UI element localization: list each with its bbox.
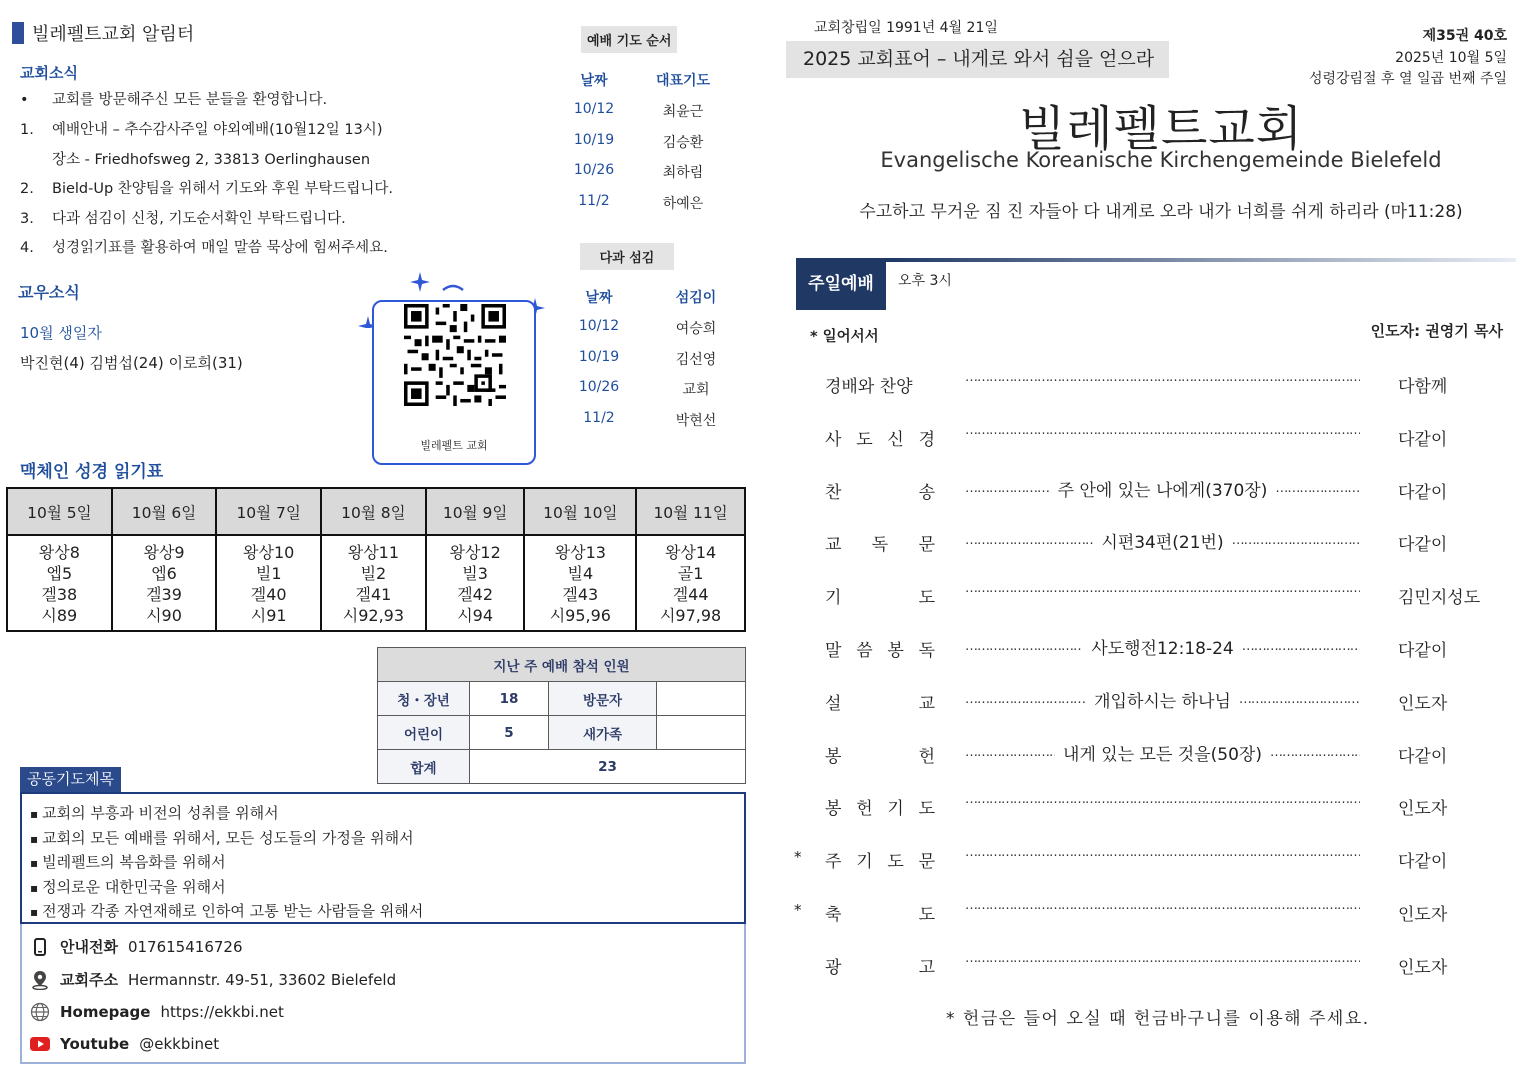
reading-day-cell — [112, 535, 217, 631]
order-leader-dots — [965, 581, 1360, 596]
church-news-item — [20, 118, 382, 139]
reading-passage: 시89 — [41, 606, 78, 625]
dot-fill-left — [965, 745, 1055, 760]
qr-label: 빌레펠트 교회 — [420, 439, 488, 452]
order-item-participant: 인도자 — [1398, 905, 1448, 925]
order-item-name — [825, 742, 935, 767]
attendance-visitor-label: 방문자 — [549, 682, 657, 716]
title-accent-bar — [12, 22, 24, 44]
reading-passage: 골1 — [677, 564, 704, 583]
order-item-participant: 다같이 — [1398, 482, 1448, 503]
attendance-heading: 지난 주 예배 참석 인원 — [378, 648, 746, 682]
order-name-char: 씀 — [856, 641, 873, 661]
reading-passage: 빌2 — [360, 564, 387, 583]
prayer_order-name-cell: 최하림 — [662, 165, 704, 181]
prayer-order-date-header: 날짜 — [580, 73, 608, 89]
order-leader-dots — [965, 370, 1360, 385]
church-news-marker: 3. — [20, 211, 34, 227]
prayer-topic-item: ▪ 교회의 부흥과 비전의 성취를 위해서 — [30, 802, 736, 827]
service-tab: 주일예배 — [796, 258, 886, 310]
dot-fill-right — [1270, 745, 1360, 760]
order-item-participant: 인도자 — [1398, 799, 1448, 820]
snack-date-cell: 10/12 — [578, 318, 620, 334]
reading-passage: 시91 — [250, 606, 287, 625]
order-item-name — [825, 847, 935, 872]
order-name-char: 독 — [918, 641, 935, 661]
snack-heading: 다과 섬김 — [580, 243, 674, 270]
order-name-char: 봉 — [825, 799, 842, 820]
reading-plan-body-row — [7, 535, 745, 631]
order-name-char: 독 — [871, 535, 889, 556]
snack-name-header: 섬김이 — [675, 290, 717, 306]
reading-day-header: 10월 7일 — [216, 488, 321, 535]
prayer-topics-tab: 공동기도제목 — [20, 767, 121, 792]
order-name-char: 축 — [825, 905, 842, 925]
reading-passage: 시97,98 — [659, 606, 722, 625]
church-news-marker: 1. — [20, 122, 34, 138]
order-row — [790, 898, 1510, 928]
church-name: 빌레펠트교회 — [1018, 101, 1304, 157]
church-news-heading: 교회소식 — [20, 64, 78, 82]
church-news-text: 교회를 방문해주신 모든 분들을 환영합니다. — [52, 92, 328, 108]
dot-fill-left — [965, 581, 1360, 596]
snack-date-cell: 10/19 — [578, 348, 620, 365]
order-name-char: 헌 — [918, 746, 935, 767]
reading-day-header: 10월 8일 — [321, 488, 426, 535]
church-news-marker: 4. — [20, 240, 34, 256]
reading-passage: 시90 — [146, 606, 182, 625]
order-name-char: 고 — [918, 957, 935, 978]
dot-fill-left — [965, 692, 1086, 707]
reading-plan-table — [6, 487, 746, 632]
reading-day-cell — [636, 535, 745, 631]
order-leader-dots — [965, 476, 1360, 501]
order-item-participant: 다함께 — [1398, 377, 1448, 397]
bulletin-board-title — [12, 20, 194, 46]
prayer-order-name-header: 대표기도 — [655, 73, 711, 89]
dot-fill-left — [965, 533, 1093, 548]
order-row — [790, 687, 1510, 717]
reading-passage: 시95,96 — [549, 606, 611, 625]
snack-date-cell: 10/26 — [578, 379, 620, 395]
order-row — [790, 370, 1510, 400]
order-name-char: 송 — [918, 482, 935, 503]
order-name-char: 찬 — [825, 482, 842, 503]
prayer-order-heading: 예배 기도 순서 — [581, 26, 677, 53]
reading-day-cell — [216, 535, 321, 631]
snack-name-cell: 교회 — [682, 382, 710, 398]
dot-fill-left — [965, 845, 1360, 860]
prayer_order-name-cell: 하예은 — [662, 195, 704, 212]
church-news-text: 다과 섬김이 신청, 기도순서확인 부탁드립니다. — [52, 211, 346, 227]
contact-phone-row[interactable] — [30, 936, 243, 957]
order-item-participant: 김민지성도 — [1398, 588, 1481, 609]
order-name-char: 봉 — [825, 746, 842, 767]
order-leader-dots — [965, 740, 1360, 765]
members-news-heading: 교우소식 — [18, 283, 80, 302]
attendance-newfamily-value — [657, 716, 746, 750]
order-name-char: 주 — [825, 852, 842, 873]
contact-address-label: 교회주소 — [60, 971, 118, 989]
order-leader-dots — [965, 951, 1360, 966]
order-name-char: 문 — [918, 535, 935, 556]
order-item-detail: 사도행전12:18-24 — [1091, 639, 1234, 659]
order-leader-dots — [965, 792, 1360, 807]
order-item-participant: 다같이 — [1398, 852, 1448, 873]
attendance-children-value: 5 — [470, 716, 549, 750]
reading-passage: 시92,93 — [342, 606, 405, 625]
order-row — [790, 634, 1510, 664]
order-item-name — [825, 689, 935, 714]
order-name-char: 사 — [825, 429, 842, 450]
order-name-char: 도 — [856, 429, 873, 450]
church-news-text: Bield-Up 찬양팀을 위해서 기도와 후원 부탁드립니다. — [52, 181, 393, 197]
order-name-char: 기 — [887, 799, 904, 820]
order-name-char: 말 — [825, 641, 842, 661]
service-time: 오후 3시 — [898, 273, 952, 289]
reading-passage: 겔44 — [672, 585, 709, 604]
order-item-detail: 내게 있는 모든 것을(50장) — [1063, 744, 1262, 765]
order-name-char: 경배와 찬양 — [825, 377, 913, 397]
order-item-name — [825, 478, 935, 503]
snack-name-cell: 여승희 — [675, 321, 717, 337]
order-name-char: 설 — [825, 693, 842, 714]
order-name-char: 헌 — [856, 799, 873, 820]
order-item-detail: 시편34편(21번) — [1101, 533, 1224, 554]
order-name-char: 도 — [918, 588, 935, 609]
order-row — [790, 528, 1510, 558]
reading-plan-heading: 맥체인 성경 읽기표 — [20, 462, 164, 482]
dot-fill-left — [965, 481, 1050, 496]
reading-passage: 겔43 — [562, 585, 599, 604]
service-leader: 인도자: 권영기 목사 — [1370, 322, 1503, 340]
church-news-text: 성경읽기표를 활용하여 매일 말씀 묵상에 힘써주세요. — [52, 240, 388, 256]
reading-passage: 시94 — [457, 606, 494, 625]
order-item-participant: 인도자 — [1398, 957, 1448, 978]
dot-fill-right — [1242, 639, 1360, 654]
order-item-participant: 다같이 — [1398, 535, 1448, 556]
order-row — [790, 792, 1510, 822]
church-name-german: Evangelische Koreanische Kirchengemeinde Bielefeld — [880, 148, 1442, 172]
contact-address-row[interactable] — [30, 969, 396, 990]
service-header-line — [886, 258, 1516, 262]
prayer-topic-item: ▪ 교회의 모든 예배를 위해서, 모든 성도들의 가정을 위해서 — [30, 827, 736, 852]
order-name-char: 도 — [887, 852, 904, 873]
attendance-newfamily-label: 새가족 — [549, 716, 657, 750]
location-pin-icon — [30, 970, 50, 990]
attendance-total-label: 합계 — [378, 750, 470, 784]
order-row — [790, 581, 1510, 611]
prayer-topic-item: ▪ 전쟁과 각종 자연재해로 인하여 고통 받는 사람들을 위해서 — [30, 900, 736, 925]
reading-passage: 겔38 — [41, 585, 78, 604]
order-leader-dots — [965, 898, 1360, 913]
contact-youtube-label: Youtube — [60, 1035, 130, 1053]
order-name-char: 봉 — [887, 641, 904, 661]
order-row — [790, 951, 1510, 981]
order-name-char: 교 — [825, 535, 842, 556]
order-item-participant: 다같이 — [1398, 641, 1448, 661]
church-news-item — [20, 207, 346, 228]
church-news-item — [20, 236, 388, 257]
order-name-char: 문 — [918, 852, 935, 873]
contact-phone-label: 안내전화 — [60, 938, 118, 956]
church-news-item — [20, 148, 370, 169]
reading-day-cell — [321, 535, 426, 631]
contact-address-value: Hermannstr. 49-51, 33602 Bielefeld — [127, 970, 397, 989]
order-leader-dots — [965, 528, 1360, 553]
reading-day-header: 10월 6일 — [112, 488, 217, 535]
reading-day-header: 10월 9일 — [426, 488, 525, 535]
order-item-name — [825, 372, 935, 397]
prayer_order-date-cell: 10/19 — [573, 131, 615, 148]
order-item-name — [825, 953, 935, 978]
dot-fill-left — [965, 639, 1083, 654]
order-item-name — [825, 900, 935, 925]
order-row — [790, 476, 1510, 506]
reading-day-header: 10월 5일 — [7, 488, 112, 535]
attendance-youth-value: 18 — [470, 682, 549, 716]
order-item-participant: 다같이 — [1398, 746, 1448, 767]
globe-icon — [30, 1002, 50, 1022]
prayer_order-name-cell: 최윤근 — [662, 104, 704, 120]
order-row — [790, 845, 1510, 875]
attendance-youth-label: 청・장년 — [378, 682, 470, 716]
reading-passage: 겔41 — [355, 585, 392, 604]
attendance-total-value: 23 — [470, 750, 746, 784]
founding-date: 교회창립일 1991년 4월 21일 — [814, 20, 998, 36]
reading-passage: 빌3 — [462, 564, 488, 583]
reading-passage: 왕상13 — [554, 543, 606, 562]
attendance-visitor-value — [657, 682, 746, 716]
reading-passage: 겔39 — [146, 585, 182, 604]
theme-verse: 수고하고 무거운 짐 진 자들아 다 내게로 오라 내가 너희를 쉬게 하리라 (마11:28) — [859, 202, 1463, 222]
order-leader-dots — [965, 423, 1360, 438]
volume-number: 제35권 40호 — [1422, 28, 1507, 44]
dot-fill-left — [965, 951, 1360, 966]
stand-up-note: * 일어서서 — [810, 329, 879, 345]
contact-youtube-row[interactable] — [30, 1034, 219, 1054]
dot-fill-left — [965, 792, 1360, 807]
reading-passage: 왕상9 — [143, 543, 185, 562]
reading-passage: 엡6 — [151, 564, 177, 583]
order-name-char: 도 — [918, 905, 935, 925]
order-name-char: 광 — [825, 957, 842, 978]
prayer_order-date-cell: 11/2 — [578, 192, 610, 209]
prayer_order-date-cell: 10/12 — [573, 101, 615, 117]
attendance-table — [377, 647, 746, 784]
order-item-detail: 주 안에 있는 나에게(370장) — [1057, 480, 1268, 501]
youtube-icon — [30, 1034, 50, 1054]
reading-passage: 왕상10 — [243, 543, 295, 562]
birthday-heading: 10월 생일자 — [20, 324, 102, 342]
contact-box — [20, 924, 746, 1064]
order-star-marker: * — [794, 848, 802, 867]
order-item-detail: 개입하시는 하나님 — [1094, 691, 1231, 712]
offering-note: * 헌금은 들어 오실 때 헌금바구니를 이용해 주세요. — [946, 1009, 1370, 1029]
reading-passage: 왕상8 — [38, 543, 80, 562]
order-leader-dots — [965, 634, 1360, 659]
order-row — [790, 423, 1510, 453]
church-news-marker: • — [20, 92, 29, 108]
prayer_order-name-cell: 김승환 — [662, 134, 704, 151]
order-row — [790, 740, 1510, 770]
qr-code[interactable] — [404, 304, 506, 406]
order-item-name — [825, 530, 935, 555]
dot-fill-left — [965, 370, 1360, 385]
reading-passage: 빌1 — [255, 564, 282, 583]
order-leader-dots — [965, 845, 1360, 860]
reading-passage: 왕상11 — [347, 543, 400, 562]
order-name-char: 도 — [918, 799, 935, 820]
order-item-name — [825, 583, 935, 608]
order-item-name — [825, 794, 935, 819]
reading-plan-header-row — [7, 488, 745, 535]
dot-fill-left — [965, 423, 1360, 438]
snack-name-cell: 김선영 — [675, 351, 717, 368]
order-item-name — [825, 425, 935, 450]
reading-passage: 왕상14 — [664, 543, 717, 562]
dot-fill-right — [1239, 692, 1360, 707]
reading-passage: 왕상12 — [449, 543, 501, 562]
prayer_order-date-cell: 10/26 — [573, 162, 615, 178]
reading-day-header: 10월 10일 — [524, 488, 636, 535]
reading-passage: 빌4 — [567, 564, 594, 583]
order-item-name — [825, 636, 935, 661]
reading-day-cell — [7, 535, 112, 631]
snack-name-cell: 박현선 — [675, 412, 717, 429]
contact-youtube-value[interactable]: @ekkbinet — [139, 1035, 220, 1053]
order-star-marker: * — [794, 901, 802, 919]
order-item-participant: 다같이 — [1398, 429, 1448, 450]
church-motto: 2025 교회표어 – 내게로 와서 쉼을 얻으라 — [786, 41, 1169, 78]
birthday-list: 박진현(4) 김범섭(24) 이로희(31) — [20, 354, 243, 372]
reading-day-cell — [426, 535, 525, 631]
attendance-children-label: 어린이 — [378, 716, 470, 750]
bulletin-board-title-text: 빌레펠트교회 알림터 — [32, 24, 195, 45]
dot-fill-left — [965, 898, 1360, 913]
order-leader-dots — [965, 687, 1360, 712]
order-name-char: 교 — [918, 693, 935, 714]
order-name-char: 기 — [825, 588, 842, 609]
dot-fill-right — [1232, 533, 1360, 548]
order-name-char: 신 — [887, 429, 904, 450]
contact-phone-value: 017615416726 — [127, 937, 243, 956]
order-name-char: 경 — [918, 429, 935, 450]
contact-homepage-value[interactable]: https://ekkbi.net — [160, 1003, 284, 1021]
liturgical-season: 성령강림절 후 열 일곱 번째 주일 — [1308, 71, 1507, 87]
bulletin-date: 2025년 10월 5일 — [1395, 50, 1507, 66]
snack-date-header: 날짜 — [585, 290, 613, 306]
church-news-item — [20, 177, 393, 198]
order-name-char: 기 — [856, 852, 873, 873]
contact-homepage-row[interactable] — [30, 1002, 284, 1022]
church-news-text: 장소 - Friedhofsweg 2, 33813 Oerlinghausen — [52, 152, 371, 168]
reading-passage: 엡5 — [46, 564, 73, 583]
qr-card[interactable] — [372, 300, 536, 465]
reading-day-cell — [524, 535, 636, 631]
dot-fill-right — [1275, 481, 1360, 496]
church-news-marker: 2. — [20, 181, 34, 197]
prayer-topic-item: ▪ 빌레펠트의 복음화를 위해서 — [30, 851, 736, 876]
church-news-item — [20, 88, 327, 109]
reading-day-header: 10월 11일 — [636, 488, 745, 535]
order-item-participant: 인도자 — [1398, 693, 1448, 714]
reading-passage: 겔40 — [250, 585, 287, 604]
reading-passage: 겔42 — [457, 585, 494, 604]
contact-homepage-label: Homepage — [60, 1003, 151, 1021]
church-news-text: 예배안내 – 추수감사주일 야외예배(10월12일 13시) — [52, 122, 383, 138]
prayer-topic-item: ▪ 정의로운 대한민국을 위해서 — [30, 876, 736, 901]
phone-icon — [30, 937, 50, 957]
prayer-topics-box — [20, 792, 746, 924]
snack-date-cell: 11/2 — [583, 409, 615, 426]
